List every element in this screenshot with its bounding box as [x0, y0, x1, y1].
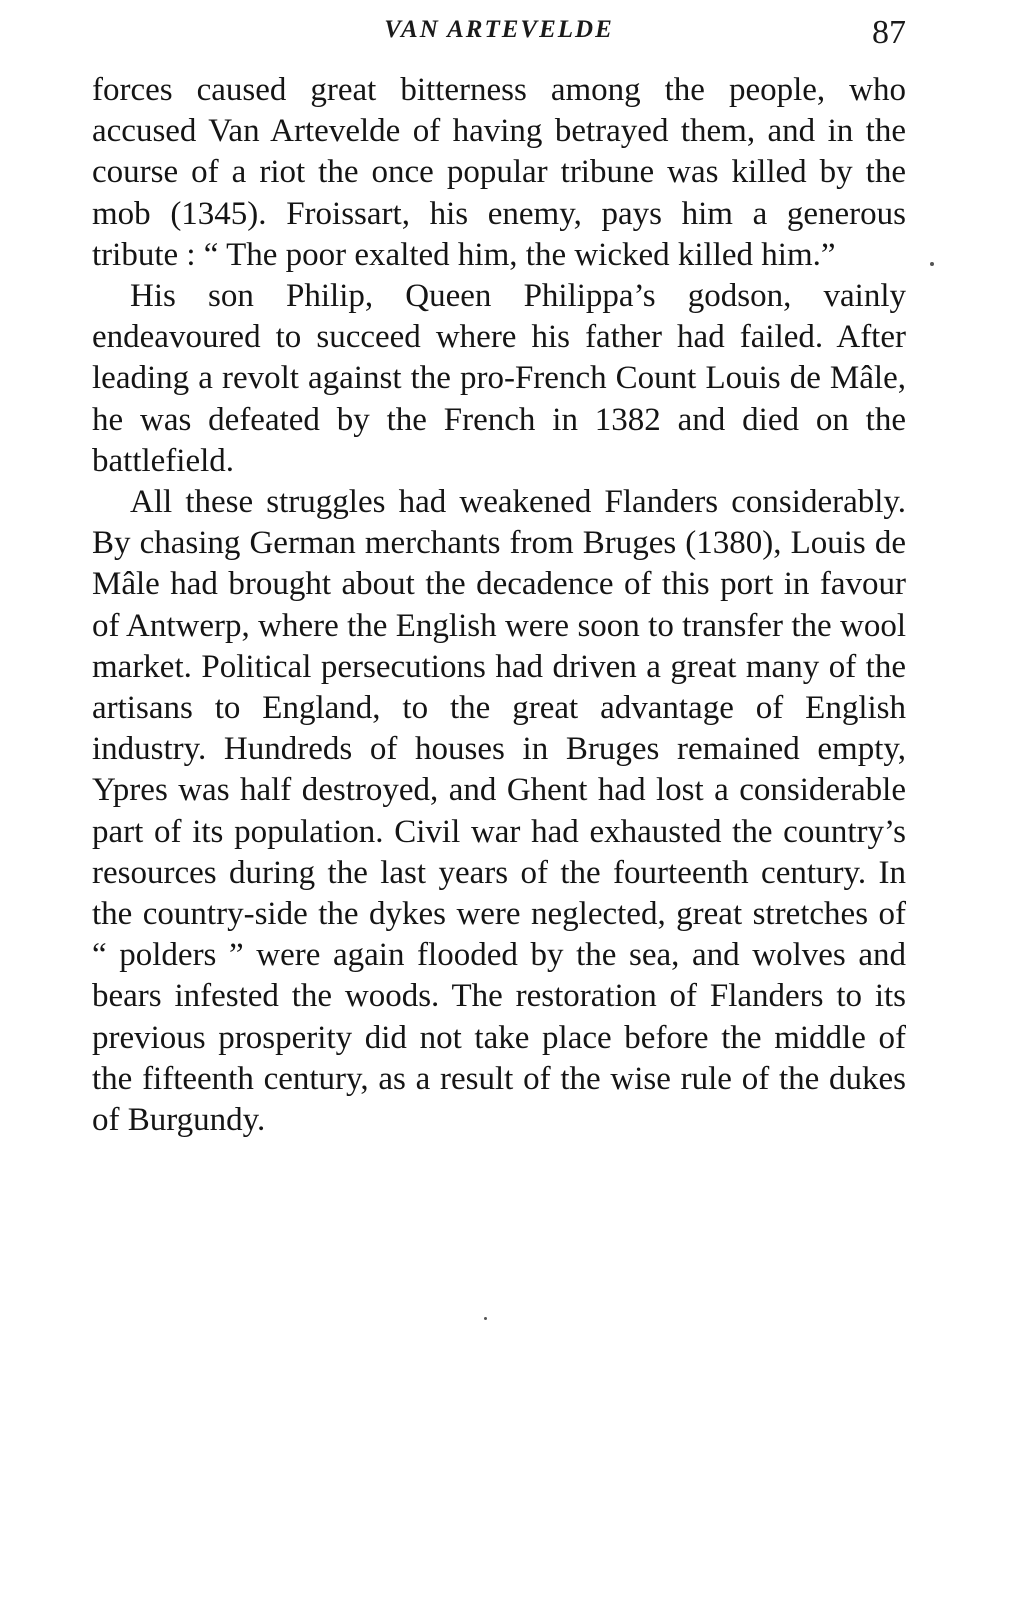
- paragraph-2: His son Philip, Queen Philippa’s godson, vainly endeavoured to succeed where his father had failed. After leading a revolt against the pro-French Count Louis de Mâle, he was defeated by the French in 1382 and died on the battlefield.: [92, 278, 906, 479]
- running-title: VAN ARTEVELDE: [384, 16, 614, 43]
- body-text: [92, 70, 906, 1141]
- running-head: [92, 14, 906, 54]
- margin-dot-right: [930, 262, 934, 266]
- page-number: 87: [872, 14, 906, 51]
- margin-dot-bottom: [484, 1317, 487, 1320]
- paragraph-3: All these struggles had weakened Flanders considerably. By chasing German merchants from Bruges (1380), Louis de Mâle had brought about the decadence of this port in favour of Antwerp, where the English were soon to transfer the wool market. Political persecutions had driven a great many of the artisans to England, to the great advantage of English industry. Hundreds of houses in Bruges remained empty, Ypres was half destroyed, and Ghent had lost a considerable part of its population. Civil war had exhausted the country’s resources during the last years of the fourteenth century. In the country-side the dykes were neglected, great stretches of “ polders ” were again flooded by the sea, and wolves and bears infested the woods. The restoration of Flanders to its previous prosperity did not take place before the middle of the fifteenth century, as a result of the wise rule of the dukes of Burgundy.: [92, 484, 906, 1139]
- paragraph-1: forces caused great bitterness among the people, who accused Van Artevelde of having betrayed them, and in the course of a riot the once popular tribune was killed by the mob (1345). Froissart, his enemy, pays him a generous tribute : “ The poor exalted him, the wicked killed him.”: [92, 72, 906, 273]
